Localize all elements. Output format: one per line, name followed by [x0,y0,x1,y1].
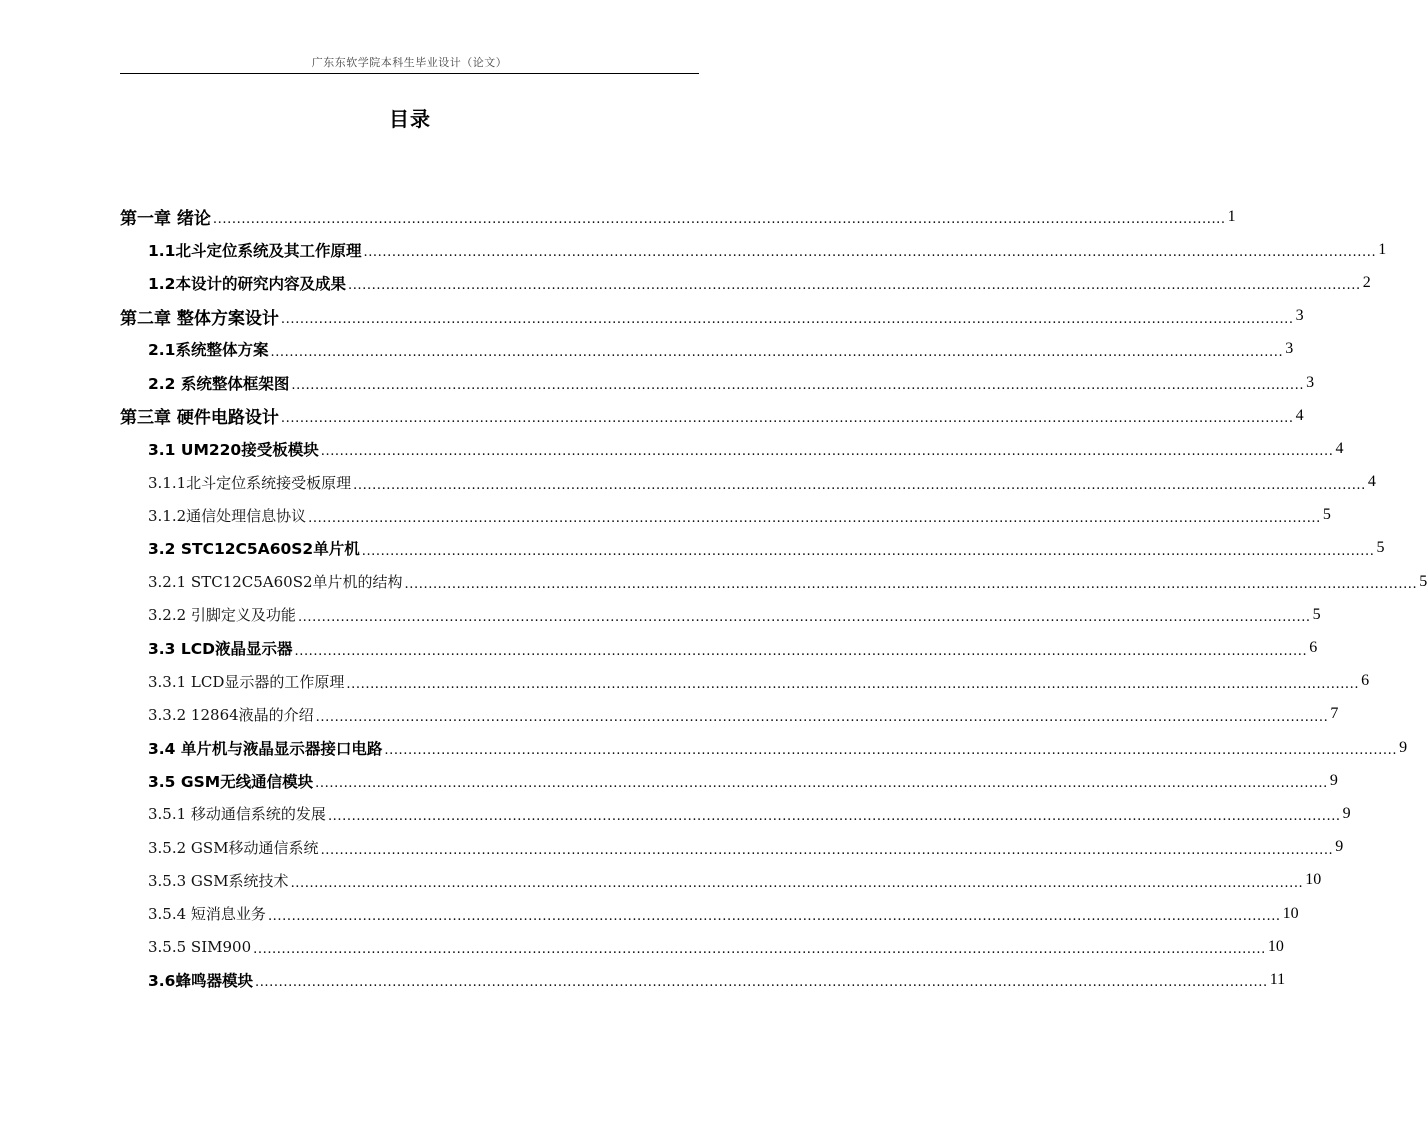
header-rule [120,73,699,74]
toc-entry[interactable] [120,897,1299,930]
toc-entry-label: 3.1.2通信处理信息协议 [148,506,307,525]
toc-entry-page-number: 4 [1295,406,1304,424]
toc-entry[interactable] [120,698,1339,731]
toc-entry[interactable] [120,333,1294,366]
toc-entry[interactable] [120,797,1351,830]
toc-entry-label: 3.1.1北斗定位系统接受板原理 [148,473,352,492]
table-of-contents [120,200,1427,997]
dot-leader: ...................................................................................................................................................................................................................... [253,942,1266,958]
toc-entry-page-number: 9 [1329,771,1338,789]
dot-leader: ...................................................................................................................................................................................................................... [315,776,1328,792]
dot-leader: ...................................................................................................................................................................................................................... [308,510,1321,526]
toc-entry[interactable] [120,300,1304,333]
toc-entry-label: 3.3 LCD液晶显示器 [148,640,293,659]
toc-entry-label: 3.1 UM220接受板模块 [148,440,319,459]
toc-entry-label: 3.2 STC12C5A60S2单片机 [148,540,360,559]
toc-entry-label: 2.2 系统整体框架图 [148,374,290,393]
toc-entry-page-number: 2 [1362,273,1371,291]
toc-entry-label: 第一章 绪论 [120,209,211,230]
toc-entry-page-number: 10 [1267,937,1284,955]
toc-entry[interactable] [120,963,1286,996]
dot-leader: ...................................................................................................................................................................................................................... [404,577,1418,593]
dot-leader: ...................................................................................................................................................................................................................... [320,444,1334,460]
dot-leader: ...................................................................................................................................................................................................................... [291,378,1305,394]
toc-entry-page-number: 3 [1295,307,1304,325]
dot-leader: ...................................................................................................................................................................................................................... [212,212,1226,228]
dot-leader: ...................................................................................................................................................................................................................... [294,643,1308,659]
toc-entry[interactable] [120,466,1376,499]
toc-entry[interactable] [120,266,1371,299]
toc-entry[interactable] [120,233,1387,266]
dot-leader: ...................................................................................................................................................................................................................... [254,975,1268,991]
dot-leader: ...................................................................................................................................................................................................................... [353,477,1366,493]
toc-entry-label: 3.5.3 GSM系统技术 [148,871,289,890]
toc-entry-label: 3.3.1 LCD显示器的工作原理 [148,672,345,691]
toc-entry[interactable] [120,532,1385,565]
toc-entry-page-number: 6 [1361,672,1370,690]
toc-entry-page-number: 10 [1305,871,1322,889]
toc-entry[interactable] [120,731,1408,764]
toc-entry-page-number: 5 [1376,539,1385,557]
dot-leader: ...................................................................................................................................................................................................................... [280,411,1294,427]
toc-entry-label: 3.5.1 移动通信系统的发展 [148,805,326,824]
toc-entry-page-number: 4 [1367,473,1376,491]
toc-entry-page-number: 1 [1378,240,1387,258]
toc-entry-page-number: 3 [1306,373,1315,391]
toc-entry[interactable] [120,565,1427,598]
toc-entry-label: 3.2.1 STC12C5A60S2单片机的结构 [148,573,403,592]
toc-entry-page-number: 9 [1342,804,1351,822]
toc-entry-label: 3.6蜂鸣器模块 [148,971,253,990]
dot-leader: ...................................................................................................................................................................................................................... [347,278,1361,294]
toc-entry-page-number: 9 [1335,838,1344,856]
toc-entry-page-number: 1 [1227,207,1236,225]
toc-title: 目录 [389,107,431,131]
toc-entry[interactable] [120,598,1321,631]
toc-entry-page-number: 5 [1312,605,1321,623]
toc-entry-page-number: 6 [1309,639,1318,657]
toc-entry[interactable] [120,399,1304,432]
dot-leader: ...................................................................................................................................................................................................................... [363,245,1377,261]
toc-entry-label: 3.5.5 SIM900 [148,937,252,956]
toc-entry-label: 2.1系统整体方案 [148,341,269,360]
toc-entry[interactable] [120,930,1284,963]
dot-leader: ...................................................................................................................................................................................................................... [384,743,1398,759]
toc-entry-label: 3.3.2 12864液晶的介绍 [148,705,314,724]
dot-leader: ...................................................................................................................................................................................................................... [320,842,1334,858]
toc-entry-page-number: 11 [1269,970,1286,988]
toc-entry[interactable] [120,499,1331,532]
toc-entry[interactable] [120,631,1318,664]
toc-entry-label: 3.5.2 GSM移动通信系统 [148,838,319,857]
toc-entry[interactable] [120,831,1344,864]
dot-leader: ...................................................................................................................................................................................................................... [267,909,1281,925]
dot-leader: ...................................................................................................................................................................................................................... [297,610,1311,626]
toc-entry-page-number: 7 [1330,705,1339,723]
toc-entry[interactable] [120,864,1322,897]
toc-entry-page-number: 3 [1285,340,1294,358]
dot-leader: ...................................................................................................................................................................................................................... [346,676,1360,692]
dot-leader: ...................................................................................................................................................................................................................... [280,311,1294,327]
toc-entry-label: 1.1北斗定位系统及其工作原理 [148,241,362,260]
toc-entry-label: 1.2本设计的研究内容及成果 [148,274,346,293]
toc-entry-label: 3.2.2 引脚定义及功能 [148,606,296,625]
dot-leader: ...................................................................................................................................................................................................................... [290,875,1304,891]
toc-entry[interactable] [120,366,1315,399]
toc-entry-page-number: 10 [1282,904,1299,922]
running-header: 广东东软学院本科生毕业设计（论文） [311,56,508,69]
toc-entry-label: 3.5.4 短消息业务 [148,905,266,924]
toc-entry-label: 3.5 GSM无线通信模块 [148,772,314,791]
toc-entry-page-number: 9 [1399,738,1408,756]
toc-entry[interactable] [120,665,1370,698]
toc-entry-page-number: 4 [1335,439,1344,457]
toc-entry-page-number: 5 [1419,572,1427,590]
dot-leader: ...................................................................................................................................................................................................................... [361,543,1375,559]
toc-entry-page-number: 5 [1322,506,1331,524]
toc-entry[interactable] [120,432,1344,465]
dot-leader: ...................................................................................................................................................................................................................... [270,344,1284,360]
dot-leader: ...................................................................................................................................................................................................................... [315,709,1329,725]
toc-entry-label: 第三章 硬件电路设计 [120,408,279,429]
toc-entry-label: 第二章 整体方案设计 [120,308,279,329]
toc-entry-label: 3.4 单片机与液晶显示器接口电路 [148,739,383,758]
dot-leader: ...................................................................................................................................................................................................................... [327,809,1341,825]
toc-entry[interactable] [120,764,1338,797]
toc-entry[interactable] [120,200,1236,233]
